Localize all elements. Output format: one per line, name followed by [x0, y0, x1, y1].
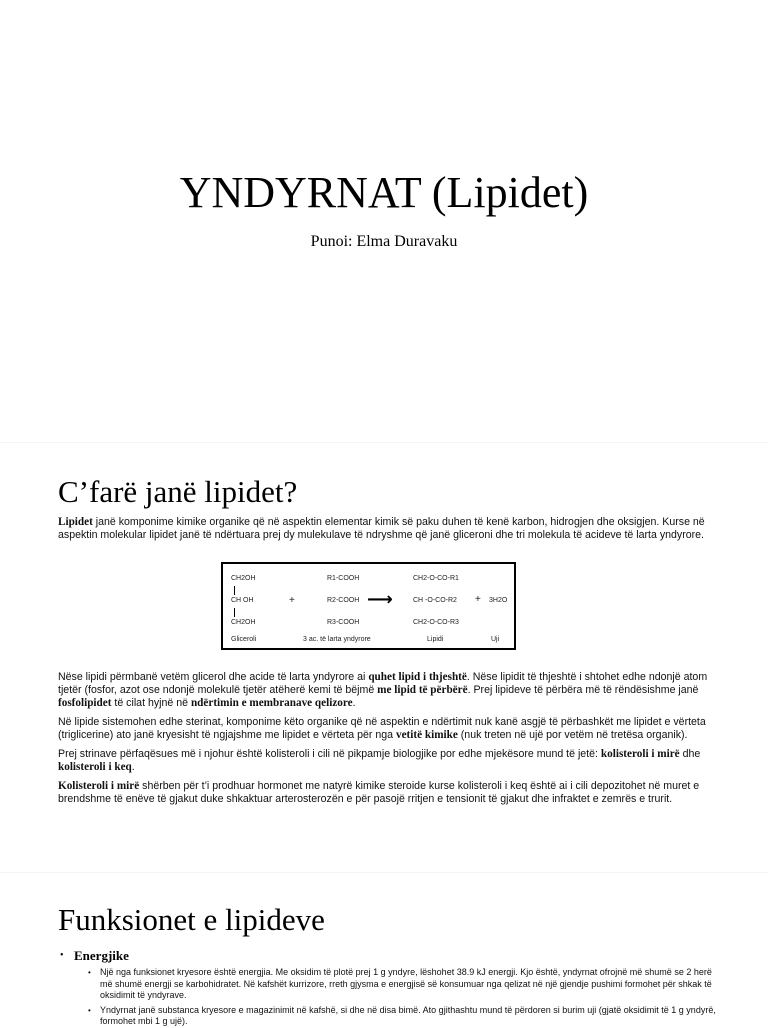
acid-row-1: R1-COOH — [327, 575, 360, 582]
functions-list — [58, 948, 718, 1028]
term-lipidet: Lipidet — [58, 516, 93, 528]
sub-item-energy-oxidation: • Një nga funksionet kryesore është energjia. Me oksidim të plotë prej 1 g yndyre, lëshohet 38.9 kJ energji. Kjo është, yndyrnat ofrojnë më shumë se 2 herë më shumë energji se karbohidratet. Në kafshët kurrizore, rreth gjysma e energjisë së konsumuar nga qelizat në një gjendje pushimi formohet për shkak të oksidimit të yndyrave. — [58, 967, 718, 1002]
lipid-row-1: CH2-O-CO-R1 — [413, 575, 459, 582]
cholesterol-paragraph: Prej strinave përfaqësues më i njohur është kolisteroli i cili në pikpamje biologjike por edhe mjekësore mund të jetë: kolisteroli i mirë dhe kolisteroli i keq. — [58, 748, 701, 773]
glycerol-row-1: CH2OH — [231, 575, 256, 582]
plus-sign: + — [475, 594, 481, 605]
sterins-paragraph: Në lipide sistemohen edhe sterinat, komponime këto organike që në aspektin e ndërtimit nuk kanë asgjë të përbashkët me lipidet e vërteta (triglicerine) ato janë kryesisht të ngjajshme me lipidet e vërteta për nga vetitë kimike (nuk treten në ujë por vetëm në tretësa organik). — [58, 716, 706, 741]
definition-paragraph — [58, 516, 714, 548]
sub-item-storage: • Yndyrnat janë substanca kryesore e magazinimit në kafshë, si dhe në disa bimë. Ato gjithashtu mund të përdoren si burim uji (gjatë oksidimit të 1 g yndyrë, formohet mbi 1 g ujë). — [58, 1005, 718, 1028]
label-glycerol: Gliceroli — [231, 636, 257, 643]
section-heading-what-are-lipids: C’farë janë lipidet? — [58, 474, 298, 509]
title-slide — [0, 0, 768, 440]
lipid-row-2: CH -O-CO-R2 — [413, 597, 457, 604]
reaction-arrow-icon: ⟶ — [367, 589, 393, 609]
label-fatty-acids: 3 ac. të larta yndyrore — [303, 636, 371, 643]
glycerol-row-2: CH OH — [231, 597, 254, 604]
good-cholesterol-paragraph: Kolisteroli i mirë shërben për t’i prodhuar hormonet me natyrë kimike steroide kurse kolisteroli i keq është ai i cili depozitohet në muret e brendshme të enëve të gjakut duke shkaktuar arterosterozën e për pasojë rritjen e tensionit të gjakut dhe infraktet e zemrës e trurit. — [58, 780, 700, 805]
lipid-row-3: CH2-O-CO-R3 — [413, 619, 459, 626]
section-heading-functions: Funksionet e lipideve — [58, 902, 325, 937]
list-item-energy: • Energjike — [58, 948, 718, 964]
esterification-diagram — [221, 562, 516, 650]
bond-line — [234, 586, 235, 595]
slide-divider — [0, 442, 768, 443]
simple-compound-lipids-paragraph: Nëse lipidi përmbanë vetëm glicerol dhe acide të larta yndyrore ai quhet lipid i thjeshtë. Nëse lipidit të thjeshtë i shtohet edhe ndonjë atom tjetër (fosfor, azot ose ndonjë molekulë tjetër atëherë kemi të bëjmë me lipid të përbërë. Prej lipideve të përbëra më të rëndësishme janë fosfolipidet të cilat hyjnë në ndërtimin e membranave qelizore. — [58, 671, 708, 709]
water-formula: 3H2O — [489, 597, 508, 604]
author-subtitle: Punoi: Elma Duravaku — [310, 233, 458, 250]
acid-row-2: R2-COOH — [327, 597, 360, 604]
slide-divider — [0, 872, 768, 873]
label-lipid: Lipidi — [427, 636, 444, 643]
label-water: Uji — [491, 636, 500, 643]
plus-sign: + — [289, 595, 295, 606]
glycerol-row-3: CH2OH — [231, 619, 256, 626]
acid-row-3: R3-COOH — [327, 619, 360, 626]
bond-line — [234, 608, 235, 617]
lipids-body-paragraphs — [58, 671, 714, 812]
presentation-title: YNDYRNAT (Lipidet) — [179, 168, 589, 217]
definition-text: janë komponime kimike organike që në aspektin elementar kimik së paku duhen të kenë karbon, hidrogjen dhe oksigjen. Kurse në aspektin molekular lipidet janë të ndërtuara prej dy mulekulave të ndryshme që janë gliceroni dhe tri molekula të acideve të larta yndyrore. — [58, 516, 705, 541]
